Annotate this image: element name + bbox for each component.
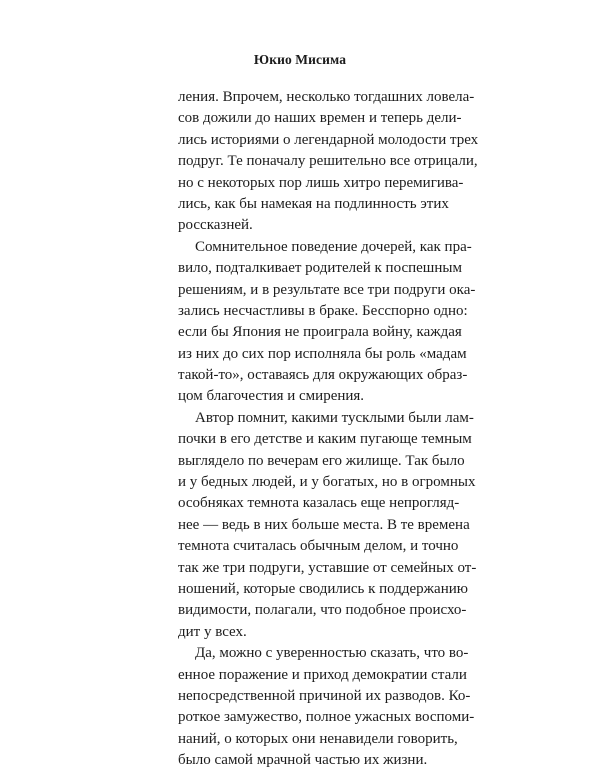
text-line: такой-то», оставаясь для окружающих образ-: [178, 367, 468, 384]
body-text: [178, 87, 479, 772]
text-line: цом благочестия и смирения.: [178, 388, 365, 405]
text-line: ления. Впрочем, несколько тогдашних ловела-: [178, 89, 475, 105]
text-line: россказней.: [178, 217, 253, 234]
text-line: Автор помнит, какими тусклыми были лам-: [195, 409, 474, 426]
text-line: ношений, которые сводились к поддержанию: [178, 580, 468, 597]
text-line: нее — ведь в них больше места. В те времена: [178, 516, 470, 533]
text-line: непосредственной причиной их разводов. Ко-: [178, 687, 471, 704]
text-line: сов дожили до наших времен и теперь дели-: [178, 110, 462, 127]
text-line: подруг. Те поначалу решительно все отрицали,: [178, 153, 478, 170]
text-line: енное поражение и приход демократии стали: [178, 666, 467, 683]
text-line: из них до сих пор исполняла бы роль «мадам: [178, 345, 467, 362]
text-line: особняках темнота казалась еще непрогляд-: [178, 495, 460, 512]
text-line: выглядело по вечерам его жилище. Так было: [178, 452, 465, 469]
text-line: зались несчастливы в браке. Бесспорно одно:: [178, 302, 468, 319]
paragraph: [178, 643, 475, 771]
text-line: если бы Япония не проиграла войну, каждая: [178, 324, 462, 341]
text-line: видимости, полагали, что подобное происхо-: [178, 602, 467, 619]
text-line: лись, как бы намекая на подлинность этих: [178, 195, 449, 212]
paragraph: [178, 237, 476, 408]
text-line: наний, о которых они ненавидели говорить,: [178, 730, 458, 747]
text-line: было самой мрачной частью их жизни.: [178, 752, 428, 769]
text-line: и у бедных людей, и у богатых, но в огромных: [178, 474, 476, 491]
text-line: вило, подталкивает родителей к поспешным: [178, 260, 462, 277]
text-line: но с некоторых пор лишь хитро перемигива-: [178, 174, 464, 191]
text-line: лись историями о легендарной молодости трех: [178, 131, 479, 148]
running-head-author: Юкио Мисима: [253, 52, 347, 67]
text-line: почки в его детстве и каким пугающе темным: [178, 431, 472, 448]
text-line: дит у всех.: [178, 623, 247, 640]
text-line: роткое замужество, полное ужасных воспоми-: [178, 709, 475, 726]
text-line: так же три подруги, уставшие от семейных от-: [178, 559, 477, 576]
text-line: Да, можно с уверенностью сказать, что во-: [195, 645, 469, 662]
paragraph: [178, 87, 479, 237]
text-line: темнота считалась обычным делом, и точно: [178, 538, 459, 555]
paragraph: [178, 408, 477, 643]
text-line: решениям, и в результате все три подруги ока-: [178, 281, 476, 298]
text-line: Сомнительное поведение дочерей, как пра-: [195, 238, 472, 255]
